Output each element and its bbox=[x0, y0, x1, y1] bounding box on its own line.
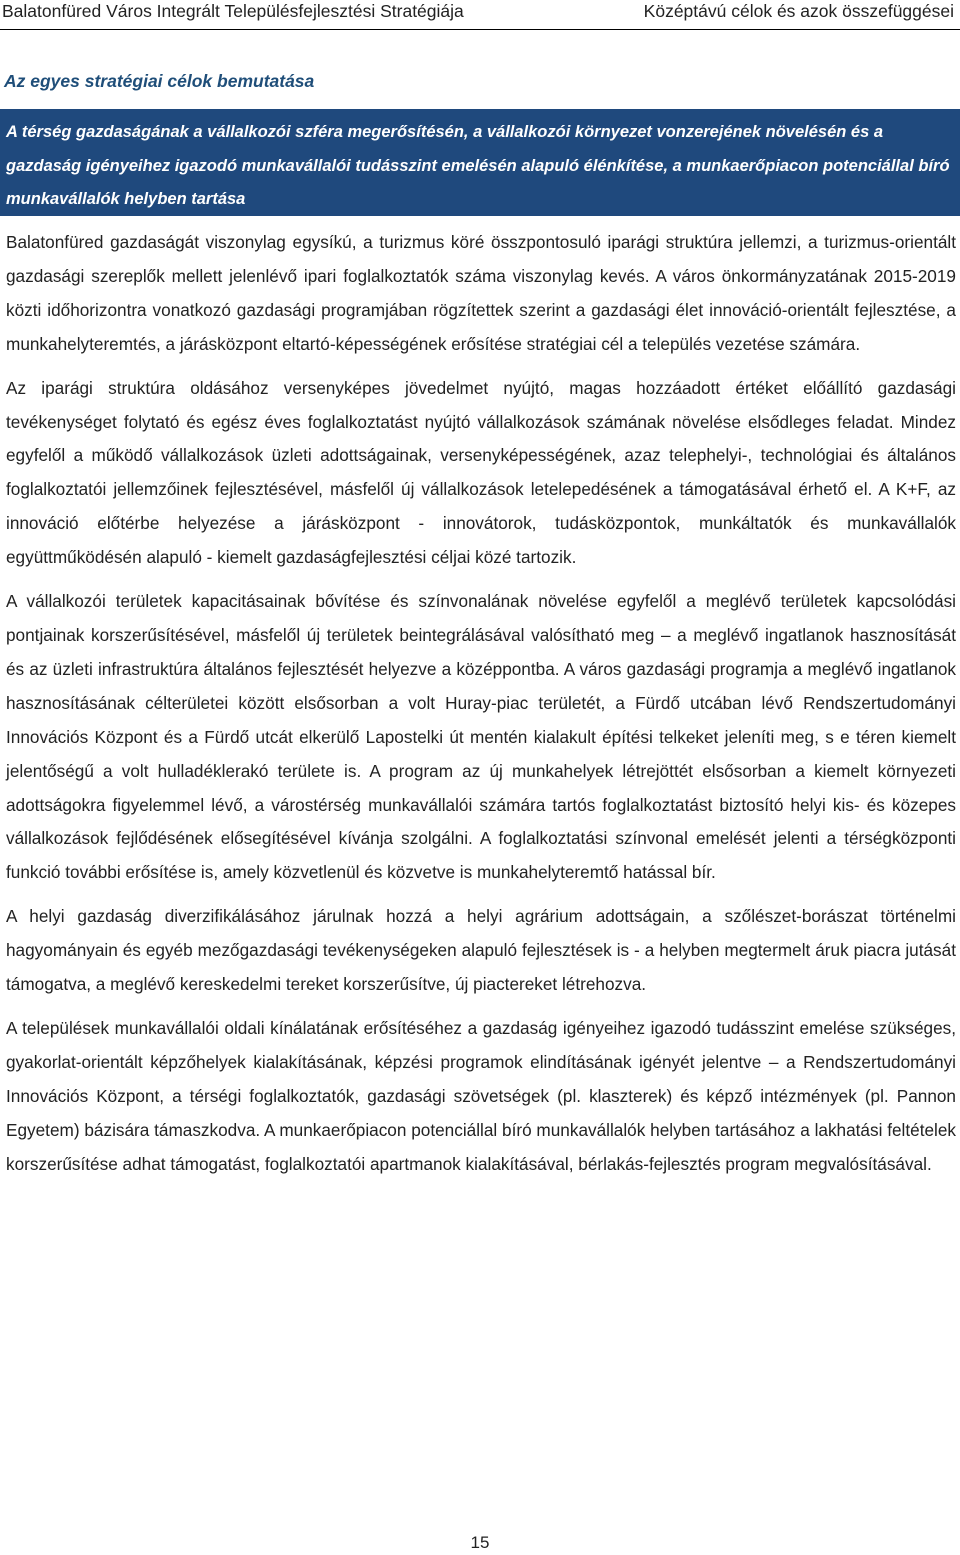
body-text bbox=[6, 226, 956, 1191]
chapter-title: Középtávú célok és azok összefüggései bbox=[643, 1, 954, 21]
paragraph: Az iparági struktúra oldásához versenyképes jövedelmet nyújtó, magas hozzáadott értéket előállító gazdasági tevékenységet folytató és egész éves foglalkoztatást nyújtó vállalkozások számának növelése elsődleges feladat. Mindez egyfelől a működő vállalkozások üzleti adottságainak, versenyképességének, azaz telephelyi-, technológiai és általános foglalkoztatói jellemzőinek fejlesztésével, másfelől új vállalkozások letelepedésének a támogatásával érhető el. A K+F, az innováció előtérbe helyezése a járásközpont - innovátorok, tudásközpontok, munkáltatók és munkavállalók együttműködésén alapuló - kiemelt gazdaságfejlesztési céljai közé tartozik. bbox=[6, 377, 956, 568]
paragraph: A helyi gazdaság diverzifikálásához járulnak hozzá a helyi agrárium adottságain, a szőlészet-borászat történelmi hagyományain és egyéb mezőgazdasági tevékenységeken alapuló fejlesztések is - a helyben megtermelt áruk piacra jutását támogatva, a meglévő kereskedelmi tereket korszerűsítve, új piactereket létrehozva. bbox=[6, 906, 956, 995]
page-number: 15 bbox=[470, 1533, 490, 1552]
strategic-goal-box: A térség gazdaságának a vállalkozói szféra megerősítésén, a vállalkozói környezet vonzerejének növelésén és a gazdaság igényeihez igazodó munkavállalói tudásszint emelésén alapuló élénkítése, a munkaerőpiacon potenciállal bíró munkavállalók helyben tartása bbox=[0, 109, 960, 216]
paragraph: A vállalkozói területek kapacitásainak bővítése és színvonalának növelése egyfelől a meglévő területek kapcsolódási pontjainak korszerűsítésével, másfelől új területek beintegrálásával valósítható meg – a meglévő ingatlanok hasznosítását és az üzleti infrastruktúra általános fejlesztését helyezve a középpontba. A város gazdasági programja a meglévő ingatlanok hasznosításának célterületei között elsősorban a volt Huray-piac területét, a Fürdő utcában lévő Rendszertudományi Innovációs Központ és a Fürdő utcát elkerülő Lapostelki út mentén kialakult építési telkeket jeleníti meg, s e téren kiemelt jelentőségű a volt hulladéklerakó területe is. A program az új munkahelyek létrejöttét elsősorban a kiemelt környezeti adottságokra figyelemmel lévő, a várostérség munkavállalói számára tartós foglalkoztatást biztosító helyi kis- és közepes vállalkozások fejlődésének elősegítésével kívánja szolgálni. A foglalkoztatási színvonal emelését jelenti a térségközponti funkció további erősítése is, amely közvetlenül és közvetve is munkahelyteremtő hatással bír. bbox=[6, 591, 956, 883]
paragraph: Balatonfüred gazdaságát viszonylag egysíkú, a turizmus köré összpontosuló iparági struktúra jellemzi, a turizmus-orientált gazdasági szereplők mellett jelenlévő ipari foglalkoztatók száma viszonylag kevés. A város önkormányzatának 2015-2019 közti időhorizontra vonatkozó gazdasági programjában rögzítettek szerint a gazdasági élet innováció-orientált fejlesztése, a munkahelyteremtés, a járásközpont eltartó-képességének erősítése stratégiai cél a település vezetése számára. bbox=[6, 232, 956, 354]
header-divider bbox=[0, 29, 960, 30]
section-title: Az egyes stratégiai célok bemutatása bbox=[4, 71, 315, 91]
running-header bbox=[0, 0, 960, 26]
document-title: Balatonfüred Város Integrált Településfejlesztési Stratégiája bbox=[2, 1, 464, 21]
paragraph: A települések munkavállalói oldali kínálatának erősítéséhez a gazdaság igényeihez igazodó tudásszint emelése szükséges, gyakorlat-orientált képzőhelyek kialakításának, képzési programok elindításának igényét jelentve – a Rendszertudományi Innovációs Központ, a térségi foglalkoztatók, gazdasági szövetségek (pl. klaszterek) és képző intézmények (pl. Pannon Egyetem) bázisára támaszkodva. A munkaerőpiacon potenciállal bíró munkavállalók helyben tartásához a lakhatási feltételek korszerűsítése adhat támogatást, foglalkoztatói apartmanok kialakításával, bérlakás-fejlesztés program megvalósításával. bbox=[6, 1017, 956, 1174]
